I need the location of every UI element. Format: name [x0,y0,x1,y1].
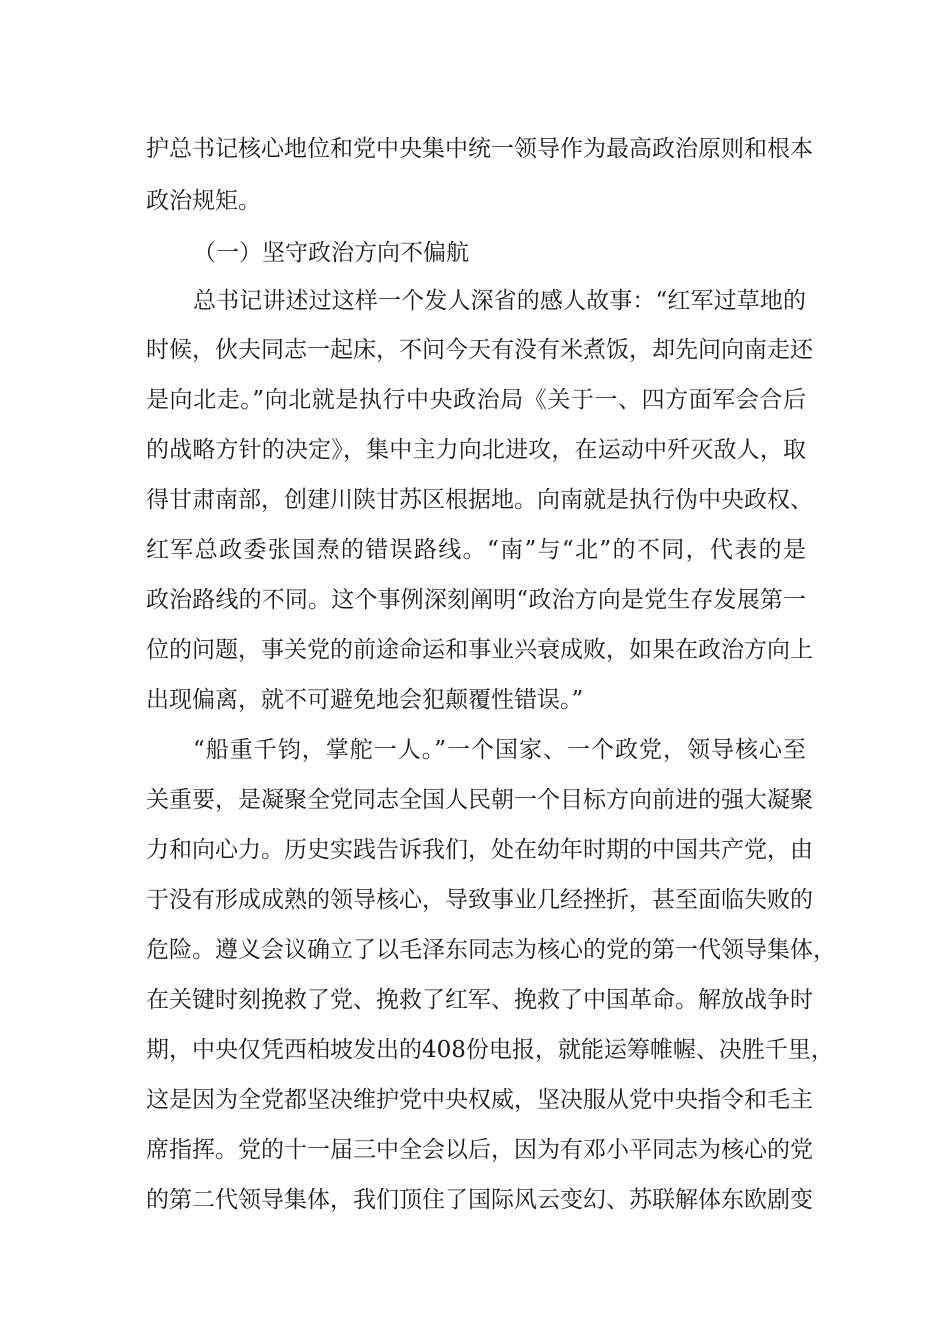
text-line: 出现偏离，就不可避免地会犯颠覆性错误。” [146,687,584,713]
text-line: 政治规矩。 [146,188,261,214]
text-line: 是向北走。”向北就是执行中央政治局《关于一、四方面军会合后 [146,387,806,413]
text-line: 力和向心力。历史实践告诉我们，处在幼年时期的中国共产党，由 [146,837,813,863]
text-line: 危险。遵义会议确立了以毛泽东同志为核心的党的第一代领导集体， [146,937,836,963]
text-line: 时候，伙夫同志一起床，不问今天有没有米煮饭，却先问向南走还 [146,337,813,363]
text-line: 位的问题，事关党的前途命运和事业兴衰成败，如果在政治方向上 [146,637,813,663]
text-line: 在关键时刻挽救了党、挽救了红军、挽救了中国革命。解放战争时 [146,987,813,1013]
text-line: 这是因为全党都坚决维护党中央权威，坚决服从党中央指令和毛主 [146,1087,813,1113]
text-line: 政治路线的不同。这个事例深刻阐明“政治方向是党生存发展第一 [146,587,806,613]
text-line: 席指挥。党的十一届三中全会以后，因为有邓小平同志为核心的党 [146,1137,813,1163]
text-line: 于没有形成成熟的领导核心，导致事业几经挫折，甚至面临失败的 [146,887,813,913]
text-line: “船重千钧，掌舵一人。”一个国家、一个政党，领导核心至 [193,737,806,763]
text-line: 护总书记核心地位和党中央集中统一领导作为最高政治原则和根本 [146,136,813,162]
text-line: 红军总政委张国焘的错误路线。“南”与“北”的不同，代表的是 [146,537,806,563]
text-line: 的第二代领导集体，我们顶住了国际风云变幻、苏联解体东欧剧变 [146,1187,813,1213]
section-heading: （一）坚守政治方向不偏航 [193,240,469,266]
text-line: 的战略方针的决定》，集中主力向北进攻，在运动中歼灭敌人，取 [146,437,806,463]
text-line: 关重要，是凝聚全党同志全国人民朝一个目标方向前进的强大凝聚 [146,787,813,813]
text-line: 得甘肃南部，创建川陕甘苏区根据地。向南就是执行伪中央政权、 [146,487,813,513]
text-line: 期，中央仅凭西柏坡发出的408份电报，就能运筹帷幄、决胜千里， [146,1037,834,1063]
text-line: 总书记讲述过这样一个发人深省的感人故事：“红军过草地的 [193,288,806,314]
